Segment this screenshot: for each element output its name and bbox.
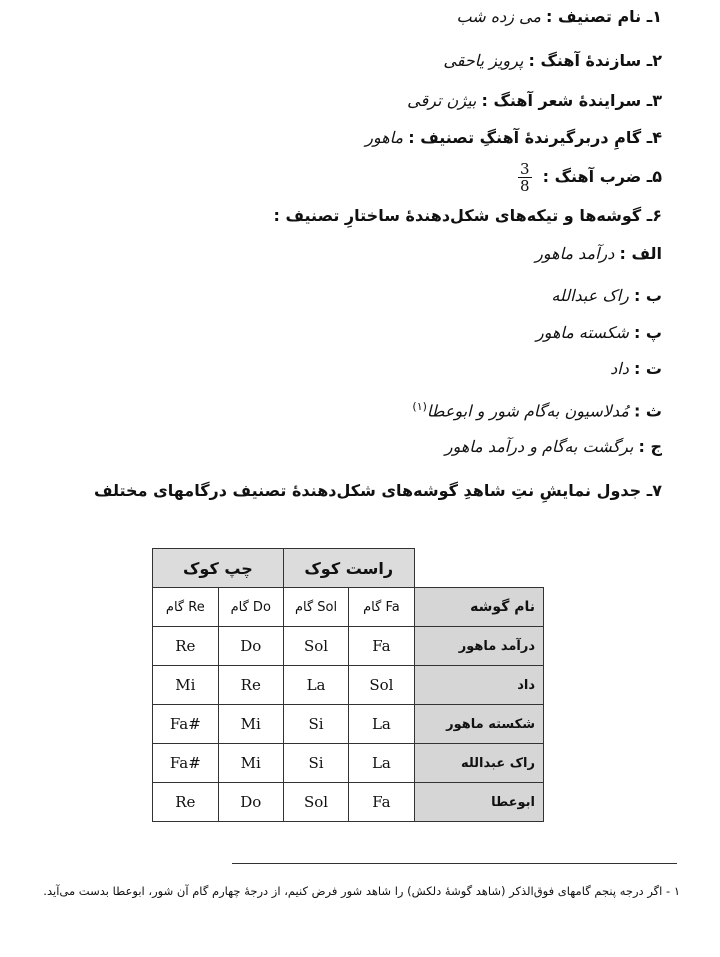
column-header: گام Sol — [283, 588, 348, 627]
table-cell: La — [349, 744, 414, 783]
table-cell: Si — [283, 705, 348, 744]
notes-table-wrapper — [152, 548, 544, 822]
subitem-value: شکسته ماهور — [535, 323, 629, 342]
row-name: درآمد ماهور — [414, 627, 543, 666]
table-cell: Si — [283, 744, 348, 783]
item-composer — [443, 50, 662, 72]
name-column-header: نام گوشه — [414, 588, 543, 627]
subitem-label: ج : — [638, 437, 662, 456]
table-cell: La — [283, 666, 348, 705]
table-cell: Sol — [349, 666, 414, 705]
table-row — [153, 627, 544, 666]
item-label: ۴ـ گامِ دربرگیرندهٔ آهنگِ تصنیف : — [408, 128, 662, 147]
table-cell: Fa# — [153, 705, 219, 744]
item-value: پرویز یاحقی — [443, 51, 524, 70]
row-name: داد — [414, 666, 543, 705]
subitem-label: ت : — [633, 359, 662, 378]
item-label: ۶ـ گوشه‌ها و تیکه‌های شکل‌دهندهٔ ساختارِ تصنیف : — [273, 206, 662, 225]
table-cell: Re — [153, 627, 219, 666]
item-value: می زده شب — [456, 7, 541, 26]
table-cell: Re — [218, 666, 283, 705]
table-corner — [414, 549, 543, 588]
fraction-denominator: 8 — [520, 177, 530, 195]
item-value: ماهور — [365, 128, 404, 147]
table-header-row — [153, 588, 544, 627]
subitem — [412, 396, 662, 422]
subitem — [610, 358, 662, 380]
notes-table — [152, 548, 544, 822]
table-row — [153, 744, 544, 783]
row-name: ابوعطا — [414, 783, 543, 822]
subitem-label: پ : — [633, 323, 662, 342]
subitem-label: ب : — [633, 286, 662, 305]
item-mode — [365, 127, 662, 149]
subitem — [536, 322, 662, 344]
column-header: گام Fa — [349, 588, 414, 627]
item-lyricist — [407, 90, 662, 112]
subitem-value: درآمد ماهور — [535, 244, 615, 263]
table-cell: Sol — [283, 783, 348, 822]
subitem-label: الف : — [619, 244, 662, 263]
subitem-value: داد — [610, 359, 629, 378]
table-cell: Do — [218, 783, 283, 822]
table-cell: La — [349, 705, 414, 744]
table-cell: Mi — [218, 744, 283, 783]
table-group-row — [153, 549, 544, 588]
time-signature — [518, 161, 532, 194]
subitem-value: مُدلاسیون به‌گام شور و ابوعطا — [426, 401, 629, 421]
table-row — [153, 666, 544, 705]
group-header-left-tuning: چپ کوک — [153, 549, 284, 588]
table-row — [153, 783, 544, 822]
fraction-numerator: 3 — [520, 160, 530, 178]
subitem-value: راک عبدالله — [551, 286, 629, 305]
item-value: بیژن ترقی — [407, 91, 477, 110]
item-composition-name — [456, 6, 662, 28]
table-cell: Sol — [283, 627, 348, 666]
column-header: گام Re — [153, 588, 219, 627]
table-cell: Mi — [218, 705, 283, 744]
table-cell: Fa — [349, 783, 414, 822]
item-meter — [518, 160, 662, 194]
table-cell: Mi — [153, 666, 219, 705]
table-cell: Fa — [349, 627, 414, 666]
table-cell: Do — [218, 627, 283, 666]
row-name: شکسته ماهور — [414, 705, 543, 744]
table-cell: Fa# — [153, 744, 219, 783]
footnote-divider — [232, 863, 677, 864]
subitem-value: برگشت به‌گام و درآمد ماهور — [444, 437, 634, 456]
subitem — [551, 285, 662, 307]
table-cell: Re — [153, 783, 219, 822]
column-header: گام Do — [218, 588, 283, 627]
item-structure — [273, 205, 662, 227]
item-table-title: ۷ـ جدول نمایشِ نتِ شاهدِ گوشه‌های شکل‌دهندهٔ تصنیف درگامهای مختلف — [93, 481, 662, 500]
subitem — [445, 436, 662, 458]
item-label: ۲ـ سازندهٔ آهنگ : — [528, 51, 662, 70]
row-name: راک عبدالله — [414, 744, 543, 783]
item-label: ۵ـ ضرب آهنگ : — [542, 167, 662, 186]
table-row — [153, 705, 544, 744]
subitem — [535, 243, 662, 265]
footnote: ۱ - اگر درجه پنجم گامهای فوق‌الذکر (شاهد گوشهٔ دلکش) را شاهد شور فرض کنیم، از درجهٔ چهارم گام آن شور، ابوعطا بدست می‌آید. — [43, 884, 680, 898]
footnote-reference: (۱) — [412, 400, 427, 413]
subitem-label: ث : — [633, 401, 662, 421]
item-label: ۱ـ نام تصنیف : — [546, 7, 662, 26]
item-label: ۳ـ سرایندهٔ شعر آهنگ : — [481, 91, 662, 110]
group-header-right-tuning: راست کوک — [283, 549, 414, 588]
